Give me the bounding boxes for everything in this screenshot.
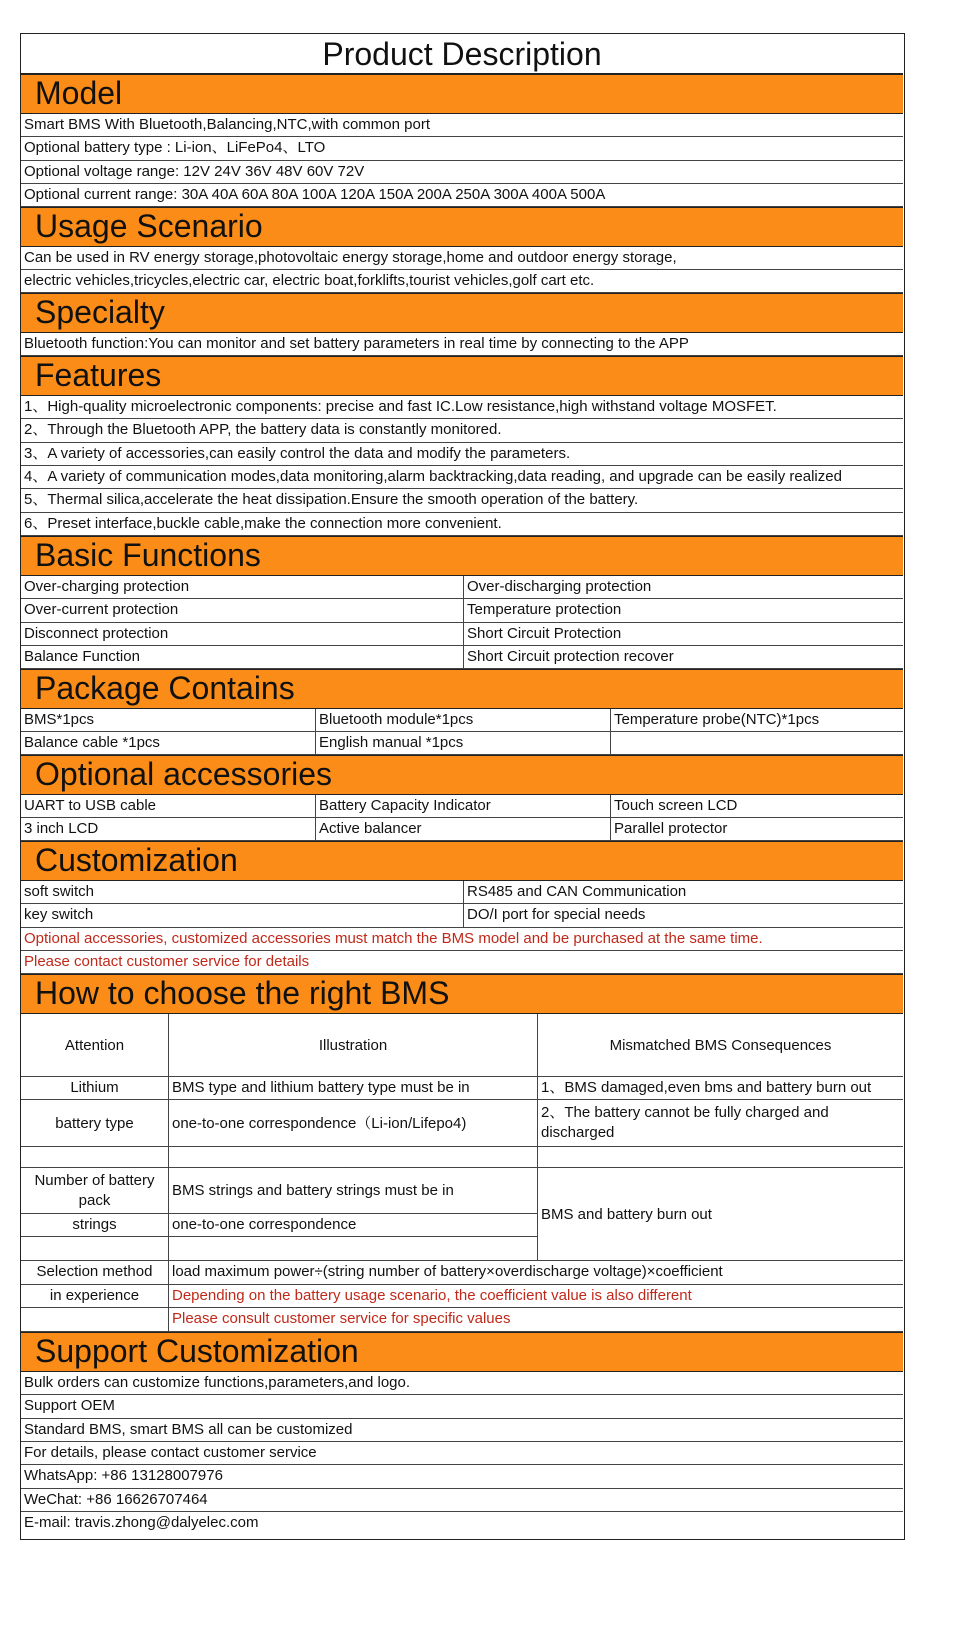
- choose-illustration-cell: one-to-one correspondence: [168, 1214, 537, 1237]
- section-customization-heading: Customization: [21, 841, 903, 881]
- optional-accessory-cell: Parallel protector: [610, 818, 903, 841]
- choose-illustration-cell: BMS type and lithium battery type must be in: [168, 1077, 537, 1100]
- model-row: Smart BMS With Bluetooth,Balancing,NTC,with common port: [21, 114, 903, 137]
- support-row: Bulk orders can customize functions,parameters,and logo.: [21, 1372, 903, 1395]
- feature-row: 1、High-quality microelectronic components: precise and fast IC.Low resistance,high withstand voltage MOSFET.: [21, 396, 903, 419]
- basic-function-cell: Over-current protection: [21, 599, 463, 623]
- choose-header-attention: Attention: [21, 1014, 168, 1077]
- specialty-row: Bluetooth function:You can monitor and set battery parameters in real time by connecting to the APP: [21, 333, 903, 356]
- basic-function-cell: Over-charging protection: [21, 576, 463, 599]
- choose-selection-note: Please consult customer service for specific values: [168, 1308, 903, 1332]
- choose-header-illustration: Illustration: [168, 1014, 537, 1077]
- choose-illustration-cell: BMS strings and battery strings must be in: [168, 1168, 537, 1214]
- basic-function-cell: Balance Function: [21, 646, 463, 669]
- usage-row: Can be used in RV energy storage,photovoltaic energy storage,home and outdoor energy storage,: [21, 247, 903, 270]
- optional-accessory-cell: Active balancer: [315, 818, 610, 841]
- feature-row: 2、Through the Bluetooth APP, the battery data is constantly monitored.: [21, 419, 903, 443]
- choose-attention-cell: battery type: [21, 1100, 168, 1147]
- package-cell: BMS*1pcs: [21, 709, 315, 732]
- model-row: Optional current range: 30A 40A 60A 80A 100A 120A 150A 200A 250A 300A 400A 500A: [21, 184, 903, 207]
- optional-accessory-cell: 3 inch LCD: [21, 818, 315, 841]
- optional-accessory-cell: Battery Capacity Indicator: [315, 795, 610, 818]
- section-features-heading: Features: [21, 356, 903, 396]
- choose-attention-cell: Lithium: [21, 1077, 168, 1100]
- choose-empty-cell: [21, 1237, 168, 1261]
- package-cell: Temperature probe(NTC)*1pcs: [610, 709, 903, 732]
- package-cell: Balance cable *1pcs: [21, 732, 315, 755]
- customization-note: Optional accessories, customized accessories must match the BMS model and be purchased at the same time.: [21, 928, 903, 951]
- choose-attention-cell: Number of battery pack: [21, 1168, 168, 1214]
- support-row: For details, please contact customer service: [21, 1442, 903, 1465]
- optional-accessory-cell: UART to USB cable: [21, 795, 315, 818]
- choose-selection-formula: load maximum power÷(string number of battery×overdischarge voltage)×coefficient: [168, 1261, 903, 1285]
- page-title: Product Description: [21, 34, 903, 74]
- basic-function-cell: Disconnect protection: [21, 623, 463, 646]
- choose-selection-note: Depending on the battery usage scenario, the coefficient value is also different: [168, 1285, 903, 1308]
- basic-function-cell: Temperature protection: [463, 599, 903, 623]
- choose-attention-cell: strings: [21, 1214, 168, 1237]
- section-usage-heading: Usage Scenario: [21, 207, 903, 247]
- customization-cell: DO/I port for special needs: [463, 904, 903, 928]
- support-row: Standard BMS, smart BMS all can be customized: [21, 1419, 903, 1442]
- customization-cell: key switch: [21, 904, 463, 928]
- basic-function-cell: Short Circuit Protection: [463, 623, 903, 646]
- feature-row: 3、A variety of accessories,can easily control the data and modify the parameters.: [21, 443, 903, 466]
- section-specialty-heading: Specialty: [21, 293, 903, 333]
- section-how-to-choose-heading: How to choose the right BMS: [21, 974, 903, 1014]
- model-row: Optional voltage range: 12V 24V 36V 48V 60V 72V: [21, 161, 903, 184]
- basic-function-cell: Short Circuit protection recover: [463, 646, 903, 669]
- section-model-heading: Model: [21, 74, 903, 114]
- choose-empty-cell: [21, 1308, 168, 1332]
- choose-attention-cell: Selection method: [21, 1261, 168, 1285]
- section-support-customization-heading: Support Customization: [21, 1332, 903, 1372]
- choose-consequence-cell: 2、The battery cannot be fully charged and discharged: [537, 1100, 903, 1147]
- optional-accessory-cell: Touch screen LCD: [610, 795, 903, 818]
- product-description-sheet: [20, 33, 905, 1540]
- feature-row: 4、A variety of communication modes,data monitoring,alarm backtracking,data reading, and upgrade can be easily realized: [21, 466, 903, 489]
- basic-function-cell: Over-discharging protection: [463, 576, 903, 599]
- choose-illustration-cell: one-to-one correspondence（Li-ion/Lifepo4): [168, 1100, 537, 1147]
- package-cell: [610, 732, 903, 755]
- choose-empty-cell: [21, 1147, 168, 1168]
- customization-note: Please contact customer service for details: [21, 951, 903, 974]
- choose-empty-cell: [168, 1147, 537, 1168]
- support-whatsapp: WhatsApp: +86 13128007976: [21, 1465, 903, 1489]
- package-cell: Bluetooth module*1pcs: [315, 709, 610, 732]
- choose-attention-cell: in experience: [21, 1285, 168, 1308]
- choose-empty-cell: [537, 1147, 903, 1168]
- section-package-heading: Package Contains: [21, 669, 903, 709]
- support-email: E-mail: travis.zhong@dalyelec.com: [24, 1514, 259, 1531]
- support-wechat: WeChat: +86 16626707464: [21, 1489, 903, 1512]
- choose-consequence-cell: 1、BMS damaged,even bms and battery burn out: [537, 1077, 903, 1100]
- package-cell: English manual *1pcs: [315, 732, 610, 755]
- choose-header-consequences: Mismatched BMS Consequences: [537, 1014, 903, 1077]
- feature-row: 5、Thermal silica,accelerate the heat dissipation.Ensure the smooth operation of the battery.: [21, 489, 903, 513]
- feature-row: 6、Preset interface,buckle cable,make the connection more convenient.: [21, 513, 903, 536]
- choose-empty-cell: [168, 1237, 537, 1261]
- usage-row: electric vehicles,tricycles,electric car, electric boat,forklifts,tourist vehicles,golf cart etc.: [21, 270, 903, 293]
- section-basic-functions-heading: Basic Functions: [21, 536, 903, 576]
- customization-cell: RS485 and CAN Communication: [463, 881, 903, 904]
- model-row: Optional battery type : Li-ion、LiFePo4、LTO: [21, 137, 903, 161]
- section-optional-accessories-heading: Optional accessories: [21, 755, 903, 795]
- choose-consequence-cell: BMS and battery burn out: [537, 1168, 903, 1261]
- support-row: Support OEM: [21, 1395, 903, 1419]
- customization-cell: soft switch: [21, 881, 463, 904]
